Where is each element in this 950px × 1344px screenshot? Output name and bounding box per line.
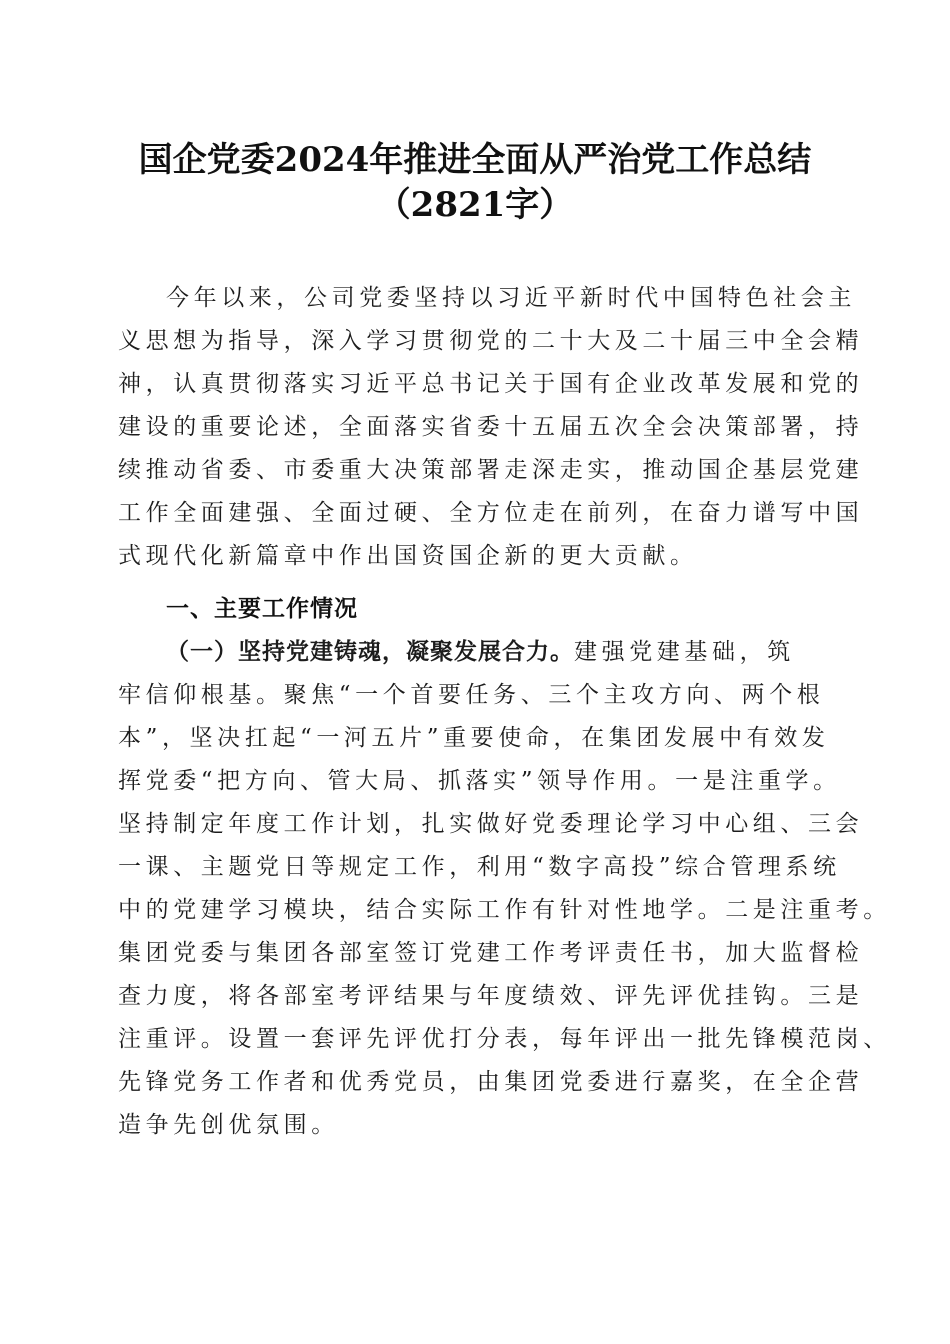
intro-line: 续推动省委、市委重大决策部署走深走实，推动国企基层党建 [118, 457, 864, 483]
document-title-word-count: （2821字） [376, 185, 574, 225]
intro-line: 工作全面建强、全面过硬、全方位走在前列，在奋力谱写中国 [118, 500, 864, 526]
subsection-line: 查力度，将各部室考评结果与年度绩效、评先评优挂钩。三是 [118, 983, 864, 1009]
subsection-title: （一）坚持党建铸魂，凝聚发展合力。 [166, 639, 574, 665]
subsection-line: 坚持制定年度工作计划，扎实做好党委理论学习中心组、三会 [118, 811, 864, 837]
intro-line: 义思想为指导，深入学习贯彻党的二十大及二十届三中全会精 [118, 328, 864, 354]
subsection-line: 挥党委“把方向、管大局、抓落实”领导作用。一是注重学。 [118, 768, 841, 794]
subsection-line: 一课、主题党日等规定工作，利用“数字高投”综合管理系统 [118, 854, 841, 880]
intro-line: 今年以来，公司党委坚持以习近平新时代中国特色社会主 [166, 285, 856, 311]
subsection-line: 集团党委与集团各部室签订党建工作考评责任书，加大监督检 [118, 940, 864, 966]
subsection-line: 先锋党务工作者和优秀党员，由集团党委进行嘉奖，在全企营 [118, 1069, 864, 1095]
intro-line: 式现代化新篇章中作出国资国企新的更大贡献。 [118, 543, 698, 569]
subsection-first-line-text: 建强党建基础，筑 [574, 639, 795, 665]
subsection-line: 本”，坚决扛起“一河五片”重要使命，在集团发展中有效发 [118, 725, 830, 751]
subsection-line: 注重评。设置一套评先评优打分表，每年评出一批先锋模范岗、 [118, 1026, 891, 1052]
subsection-first-line [166, 637, 795, 667]
subsection-line: 造争先创优氛围。 [118, 1112, 339, 1138]
intro-line: 建设的重要论述，全面落实省委十五届五次全会决策部署，持 [118, 414, 864, 440]
intro-line: 神，认真贯彻落实习近平总书记关于国有企业改革发展和党的 [118, 371, 864, 397]
section-heading: 一、主要工作情况 [166, 596, 358, 622]
subsection-line: 牢信仰根基。聚焦“一个首要任务、三个主攻方向、两个根 [118, 682, 825, 708]
document-title: 国企党委2024年推进全面从严治党工作总结 [138, 140, 812, 180]
subsection-line: 中的党建学习模块，结合实际工作有针对性地学。二是注重考。 [118, 897, 891, 923]
